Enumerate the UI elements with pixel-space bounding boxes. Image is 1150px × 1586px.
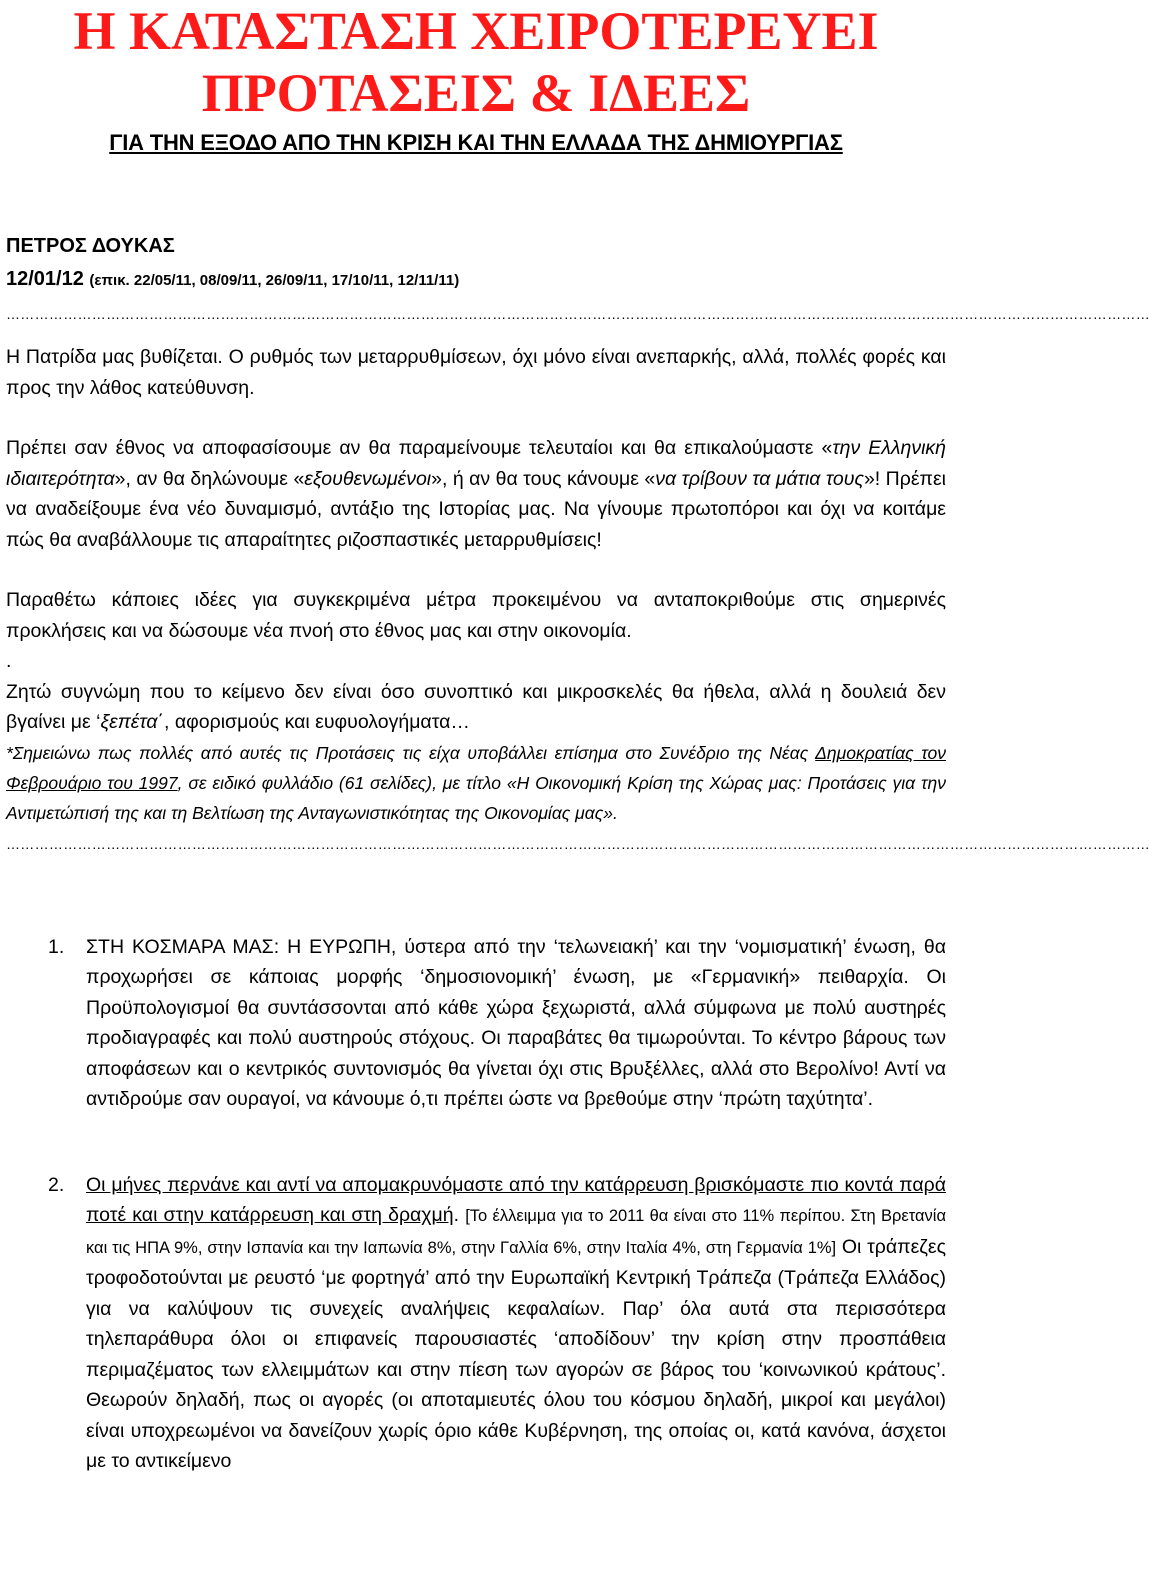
intro-paragraph-3: Παραθέτω κάποιες ιδέες για συγκεκριμένα μέτρα προκειμένου να ανταποκριθούμε στις σημερινές προκλήσεις και να δώσουμε νέα πνοή στο έθνος μας και στην οικονομία.: [6, 589, 946, 642]
item2-part-b: Οι τράπεζες τροφοδοτούνται με ρευστό ‘με φορτηγά’ από την Ευρωπαϊκή Κεντρική Τράπεζα (Τράπεζα Ελλάδος) για να καλύψουν τις συνεχείς αναλήψεις κεφαλαίων. Παρ’ όλα αυτά στα περισσότερα τηλεπαράθυρα όλοι οι επιφανείς παρουσιαστές ‘αποδίδουν’ την κρίση στην προσπάθεια περιμαζέματος των ελλειμμάτων και στην πίεση των αγορών σε βάρος του ‘κοινωνικού κράτους’. Θεωρούν δηλαδή, πως οι αγορές (οι αποταμιευτές όλου του κόσμου δηλαδή, μικροί και μεγάλοι) είναι υποχρεωμένοι να δανείζουν χωρίς όριο κάθε Κυβέρνηση, της οποίας οι, κατά κανόνα, άσχετοι με το αντικείμενο: [86, 1235, 946, 1472]
list-item-text: ΣΤΗ ΚΟΣΜΑΡΑ ΜΑΣ: Η ΕΥΡΩΠΗ, ύστερα από την ‘τελωνειακή’ και την ‘νομισματική’ ένωση, θα προχωρήσει σε κάποιας μορφής ‘δημοσιονομική’ ένωση, με «Γερμανική» πειθαρχία. Οι Προϋπολογισμοί θα συντάσσονται από κάθε χώρα ξεχωριστά, αλλά σύμφωνα με πολύ αυστηρές προδιαγραφές και πολύ αυστηρούς στόχους. Οι παραβάτες θα τιμωρούνται. Το κέντρο βάρους των αποφάσεων και ο κεντρικός συντονισμός θα γίνεται όχι στις Βρυξέλλες, αλλά στο Βερολίνο! Αντί να αντιδρούμε σαν ουραγοί, να κάνουμε ό,τι πρέπει ώστε να βρεθούμε στην ‘πρώτη ταχύτητα’.: [86, 935, 946, 1110]
p2-part-a: Πρέπει σαν έθνος να αποφασίσουμε αν θα παραμείνουμε τελευταίοι και θα επικαλούμαστε «: [6, 437, 833, 459]
revision-dates: (επικ. 22/05/11, 08/09/11, 26/09/11, 17/10/11, 12/11/11): [89, 272, 460, 289]
list-item: [6, 932, 946, 1115]
item2-underlined: Οι μήνες περνάνε και αντί να απομακρυνόμαστε από την κατάρρευση βρισκόμαστε πιο κοντά παρά ποτέ και στην κατάρρευση και στη δραχμή: [86, 1173, 946, 1226]
note-part-b: , σε ειδικό φυλλάδιο (61 σελίδες), με τίτλο «Η Οικονομική Κρίση της Χώρας μας: Προτάσεις για την Αντιμετώπισή της και τη Βελτίωση της Ανταγωνιστικότητας της Οικονομίας μας».: [6, 772, 946, 823]
list-item-number: 1.: [48, 935, 65, 958]
intro-paragraph-2: [6, 433, 946, 555]
p4-part-a: Ζητώ συγνώμη που το κείμενο δεν είναι όσο συνοπτικό και μικροσκελές θα ήθελα, αλλά η δουλειά δεν βγαίνει με ‘: [6, 680, 946, 733]
author-name: ΠΕΤΡΟΣ ΔΟΥΚΑΣ: [6, 235, 175, 257]
document-title-line-1: Η ΚΑΤΑΣΤΑΣΗ ΧΕΙΡΟΤΕΡΕΥΕΙ: [73, 1, 879, 61]
intro-paragraph-4: [6, 677, 946, 738]
list-item-text: [86, 1170, 946, 1477]
proposal-list: [6, 932, 946, 1477]
document-subtitle: ΓΙΑ ΤΗΝ ΕΞΟΔΟ ΑΠΟ ΤΗΝ ΚΡΙΣΗ ΚΑΙ ΤΗΝ ΕΛΛΑΔΑ ΤΗΣ ΔΗΜΙΟΥΡΓΙΑΣ: [109, 130, 843, 155]
intro-paragraph-1: Η Πατρίδα μας βυθίζεται. Ο ρυθμός των μεταρρυθμίσεων, όχι μόνο είναι ανεπαρκής, αλλά, πολλές φορές και προς την λάθος κατεύθυνση.: [6, 346, 946, 399]
footnote: [6, 738, 946, 828]
document-title-line-2: ΠΡΟΤΑΣΕΙΣ & ΙΔΕΕΣ: [201, 63, 751, 123]
p2-part-d: »! Πρέπει να αναδείξουμε ένα νέο δυναμισμό, αντάξιο της Ιστορίας μας. Να γίνουμε πρωτοπόροι και όχι να κοιτάμε πώς θα αναβάλλουμε τις απαραίτητες ριζοσπαστικές μεταρρυθμίσεις!: [6, 467, 946, 551]
list-item-number: 2.: [48, 1173, 65, 1196]
p2-italic-3: να τρίβουν τα μάτια τους: [655, 467, 864, 490]
document-date: 12/01/12: [6, 268, 84, 290]
separator: ……………………………………………………………………………………………………………………………………………………………………………………………………………………: [6, 306, 1150, 322]
separator-2: ……………………………………………………………………………………………………………………………………………………………………………………………………………………: [6, 835, 1150, 852]
intro-dot: .: [6, 650, 12, 672]
p2-italic-1: την Ελληνική ιδιαιτερότητα: [6, 437, 946, 490]
list-item: [6, 1170, 946, 1477]
item2-part-a: .: [453, 1204, 466, 1226]
p4-italic: ξεπέτα: [100, 711, 158, 733]
p4-part-b: ΄, αφορισμούς και ευφυολογήματα…: [157, 711, 470, 733]
note-underlined: Δημοκρατίας τον Φεβρουάριο του 1997: [6, 742, 946, 793]
p2-part-b: », αν θα δηλώνουμε «: [114, 467, 305, 490]
note-part-a: *Σημειώνω πως πολλές από αυτές τις Προτάσεις τις είχα υποβάλλει επίσημα στο Συνέδριο της Νέας: [6, 742, 816, 763]
date-line: [6, 264, 946, 296]
item2-bracket-note: [Το έλλειμμα για το 2011 θα είναι στο 11% περίπου. Στη Βρετανία και τις ΗΠΑ 9%, στην Ισπανία και την Ιαπωνία 8%, στην Γαλλία 6%, στην Ιταλία 4%, στη Γερμανία 1%]: [86, 1207, 946, 1257]
p2-part-c: », ή αν θα τους κάνουμε «: [431, 467, 656, 490]
p2-italic-2: εξουθενωμένοι: [304, 467, 432, 490]
